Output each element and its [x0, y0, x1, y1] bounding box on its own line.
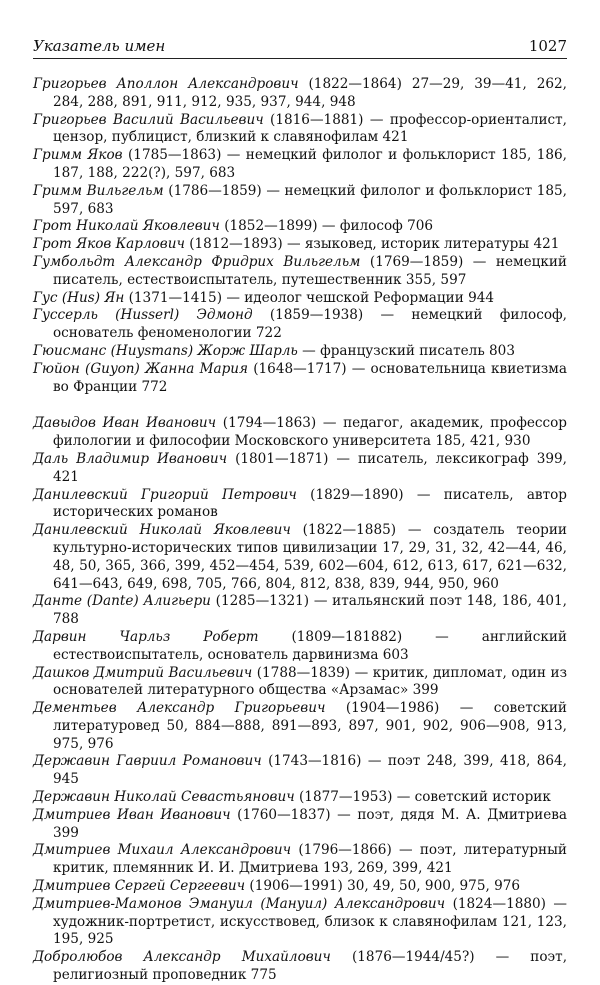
- entry-name: Гус (Hus) Ян: [33, 289, 125, 306]
- index-entry: [33, 451, 567, 487]
- index-entry: [33, 290, 567, 308]
- entry-name: Дарвин Чарльз Роберт: [33, 628, 259, 645]
- index-entry: [33, 789, 567, 807]
- entry-text: (1648—1717) — основательница квиетизма во Франции 772: [53, 360, 567, 395]
- entry-name: Гюисманс (Huysmans) Жорж Шарль: [33, 342, 298, 359]
- index-entry: [33, 487, 567, 523]
- entry-name: Державин Гавриил Романович: [33, 753, 262, 770]
- index-entry: [33, 700, 567, 753]
- running-header: [33, 36, 567, 59]
- index-entry: [33, 218, 567, 236]
- entry-name: Данилевский Григорий Петрович: [33, 486, 297, 503]
- index-entry: [33, 343, 567, 361]
- entry-name: Данилевский Николай Яковлевич: [33, 522, 291, 539]
- entry-name: Гримм Яков: [33, 147, 123, 164]
- entry-text: (1801—1871) — писатель, лексикограф 399, 421: [53, 450, 567, 485]
- index-entry: [33, 183, 567, 219]
- index-entry: [33, 896, 567, 949]
- index-entry: [33, 236, 567, 254]
- entry-name: Дмитриев Сергей Сергеевич: [33, 878, 246, 895]
- entry-name: Даль Владимир Иванович: [33, 450, 228, 467]
- name-index: [33, 76, 567, 985]
- index-entry: [33, 629, 567, 665]
- entry-text: (1809—181882) — английский естествоиспытатель, основатель дарвинизма 603: [53, 628, 567, 663]
- entry-name: Добролюбов Александр Михайлович: [33, 949, 331, 966]
- page-number: 1027: [528, 37, 567, 55]
- index-entry: [33, 415, 567, 451]
- entry-text: (1906—1991) 30, 49, 50, 900, 975, 976: [245, 878, 521, 895]
- header-title: Указатель имен: [33, 37, 166, 55]
- entry-text: (1285—1321) — итальянский поэт 148, 186, 401, 788: [53, 593, 567, 628]
- index-entry: [33, 522, 567, 593]
- entry-name: Гюйон (Guyon) Жанна Мария: [33, 360, 249, 377]
- entry-name: Гуссерль (Husserl) Эдмонд: [33, 307, 253, 324]
- entry-text: (1822—1864) 27—29, 39—41, 262, 284, 288, 891, 911, 912, 935, 937, 944, 948: [53, 76, 567, 110]
- index-entry: [33, 878, 567, 896]
- entry-name: Давыдов Иван Иванович: [33, 415, 217, 432]
- entry-name: Дмитриев Михаил Александрович: [33, 842, 292, 859]
- index-entry: [33, 753, 567, 789]
- entry-text: (1824—1880) — художник-портретист, искусствовед, близок к славянофилам 121, 123, 195, 925: [53, 895, 567, 948]
- entry-text: (1786—1859) — немецкий филолог и фольклорист 185, 597, 683: [53, 182, 567, 217]
- entry-text: (1769—1859) — немецкий писатель, естествоиспытатель, путешественник 355, 597: [53, 253, 567, 288]
- index-entry: [33, 254, 567, 290]
- entry-name: Грот Яков Карлович: [33, 236, 185, 253]
- letter-section-gap: [33, 396, 567, 415]
- entry-text: (1816—1881) — профессор-ориенталист, цензор, публицист, близкий к славянофилам 421: [53, 111, 567, 146]
- entry-name: Дмитриев-Мамонов Эмануил (Мануил) Александрович: [33, 895, 446, 912]
- index-entry: [33, 76, 567, 112]
- entry-text: (1904—1986) — советский литературовед 50, 884—888, 891—893, 897, 901, 902, 906—908, 913, 975, 976: [53, 700, 567, 752]
- index-entry: [33, 593, 567, 629]
- entry-text: — французский писатель 803: [297, 342, 515, 359]
- index-entry: [33, 807, 567, 843]
- index-entry: [33, 842, 567, 878]
- entry-name: Гримм Вильгельм: [33, 182, 164, 199]
- entry-name: Григорьев Василий Васильевич: [33, 111, 264, 128]
- entry-text: (1822—1885) — создатель теории культурно-исторических типов цивилизации 17, 29, 31, 32, 42—44, 46, 48, 50, 365, 366, 399, 452—454, 539, 602—604, 612, 613, 617, 621—632, 641—643, 649, 698, 705, 766, 804, 812, 838, 839, 944, 950, 960: [53, 522, 567, 592]
- entry-text: (1785—1863) — немецкий филолог и фольклорист 185, 186, 187, 188, 222(?), 597, 683: [53, 147, 567, 181]
- entry-name: Данте (Dante) Алигьери: [33, 593, 211, 610]
- entry-text: (1812—1893) — языковед, историк литературы 421: [184, 236, 560, 253]
- entry-text: (1743—1816) — поэт 248, 399, 418, 864, 945: [53, 753, 567, 788]
- index-entry: [33, 307, 567, 343]
- entry-text: (1371—1415) — идеолог чешской Реформации 944: [124, 289, 495, 306]
- entry-name: Дмитриев Иван Иванович: [33, 806, 231, 823]
- entry-text: (1760—1837) — поэт, дядя М. А. Дмитриева 399: [53, 806, 568, 841]
- entry-text: (1859—1938) — немецкий философ, основатель феноменологии 722: [53, 307, 567, 342]
- entry-text: (1788—1839) — критик, дипломат, один из основателей литературного общества «Арзамас» 399: [53, 664, 567, 699]
- entry-text: (1829—1890) — писатель, автор исторических романов: [53, 486, 567, 521]
- entry-text: (1794—1863) — педагог, академик, профессор филологии и философии Московского университета 185, 421, 930: [53, 415, 568, 450]
- index-entry: [33, 361, 567, 397]
- entry-name: Державин Николай Севастьянович: [33, 789, 295, 806]
- entry-name: Грот Николай Яковлевич: [33, 218, 220, 235]
- entry-text: (1796—1866) — поэт, литературный критик, племянник И. И. Дмитриева 193, 269, 399, 421: [53, 842, 567, 877]
- entry-text: (1877—1953) — советский историк: [294, 789, 551, 806]
- entry-name: Гумбольдт Александр Фридрих Вильгельм: [33, 253, 361, 270]
- index-entry: [33, 112, 567, 148]
- entry-text: (1852—1899) — философ 706: [219, 218, 434, 235]
- index-entry: [33, 665, 567, 701]
- index-entry: [33, 147, 567, 183]
- entry-name: Григорьев Аполлон Александрович: [33, 76, 299, 92]
- entry-text: (1876—1944/45?) — поэт, религиозный проповедник 775: [53, 949, 568, 984]
- entry-name: Дементьев Александр Григорьевич: [33, 700, 326, 717]
- index-entry: [33, 949, 567, 985]
- entry-name: Дашков Дмитрий Васильевич: [33, 664, 253, 681]
